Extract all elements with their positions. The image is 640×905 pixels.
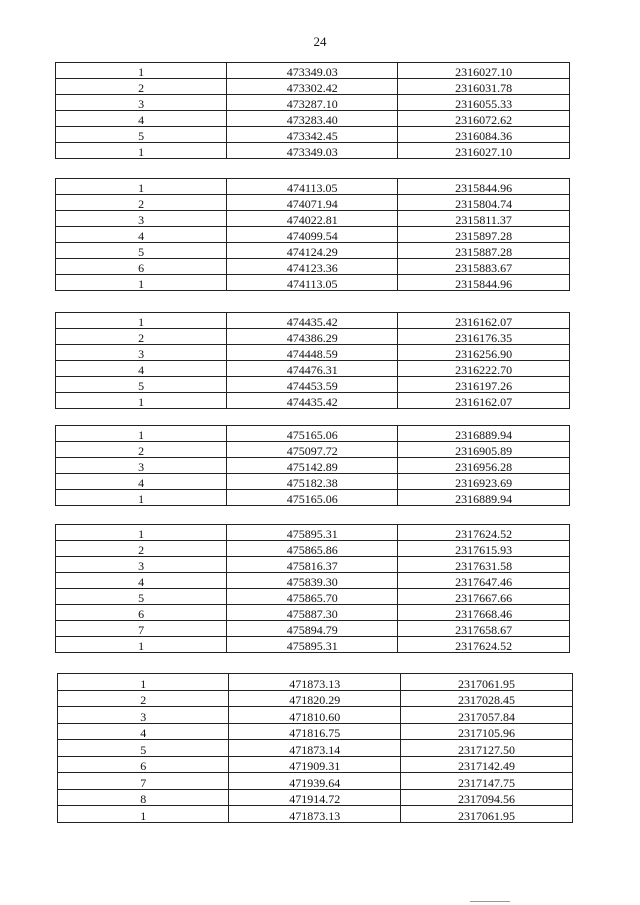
- table-row: [56, 127, 570, 143]
- table-row: [56, 377, 570, 393]
- coordinates-table-6: [57, 673, 573, 823]
- x-coordinate-cell: 471873.13: [229, 674, 400, 691]
- table-row: [58, 789, 573, 806]
- point-number-cell: 1: [56, 179, 227, 195]
- x-coordinate-cell: 473349.03: [227, 143, 398, 159]
- x-coordinate-cell: 474453.59: [227, 377, 398, 393]
- table-row: [56, 361, 570, 377]
- y-coordinate-cell: 2317658.67: [398, 621, 570, 637]
- point-number-cell: 1: [58, 806, 229, 823]
- x-coordinate-cell: 473349.03: [227, 63, 398, 79]
- point-number-cell: 7: [56, 621, 227, 637]
- x-coordinate-cell: 473302.42: [227, 79, 398, 95]
- x-coordinate-cell: 471909.31: [229, 756, 400, 773]
- table-row: [56, 490, 570, 506]
- y-coordinate-cell: 2316055.33: [398, 95, 570, 111]
- x-coordinate-cell: 475165.06: [227, 426, 398, 442]
- y-coordinate-cell: 2316031.78: [398, 79, 570, 95]
- x-coordinate-cell: 471810.60: [229, 707, 400, 724]
- x-coordinate-cell: 473287.10: [227, 95, 398, 111]
- table-row: [56, 227, 570, 243]
- point-number-cell: 3: [56, 345, 227, 361]
- coordinates-table-5: [55, 524, 570, 653]
- point-number-cell: 1: [56, 490, 227, 506]
- x-coordinate-cell: 475865.70: [227, 589, 398, 605]
- y-coordinate-cell: 2316197.26: [398, 377, 570, 393]
- table-row: [58, 740, 573, 757]
- table-row: [56, 345, 570, 361]
- y-coordinate-cell: 2315844.96: [398, 275, 570, 291]
- x-coordinate-cell: 474123.36: [227, 259, 398, 275]
- point-number-cell: 1: [56, 63, 227, 79]
- table-row: [56, 243, 570, 259]
- point-number-cell: 2: [56, 195, 227, 211]
- y-coordinate-cell: 2316889.94: [398, 490, 570, 506]
- x-coordinate-cell: 475182.38: [227, 474, 398, 490]
- y-coordinate-cell: 2316905.89: [398, 442, 570, 458]
- point-number-cell: 1: [56, 143, 227, 159]
- coordinates-table-3: [55, 312, 570, 409]
- point-number-cell: 1: [56, 275, 227, 291]
- y-coordinate-cell: 2317147.75: [400, 773, 572, 790]
- y-coordinate-cell: 2317667.66: [398, 589, 570, 605]
- table-row: [56, 259, 570, 275]
- y-coordinate-cell: 2317631.58: [398, 557, 570, 573]
- x-coordinate-cell: 473342.45: [227, 127, 398, 143]
- y-coordinate-cell: 2316162.07: [398, 393, 570, 409]
- point-number-cell: 7: [58, 773, 229, 790]
- point-number-cell: 4: [58, 723, 229, 740]
- y-coordinate-cell: 2315887.28: [398, 243, 570, 259]
- x-coordinate-cell: 474022.81: [227, 211, 398, 227]
- y-coordinate-cell: 2317028.45: [400, 690, 572, 707]
- point-number-cell: 3: [58, 707, 229, 724]
- x-coordinate-cell: 475894.79: [227, 621, 398, 637]
- y-coordinate-cell: 2316956.28: [398, 458, 570, 474]
- table-row: [58, 723, 573, 740]
- point-number-cell: 5: [56, 589, 227, 605]
- point-number-cell: 4: [56, 361, 227, 377]
- x-coordinate-cell: 475865.86: [227, 541, 398, 557]
- y-coordinate-cell: 2315883.67: [398, 259, 570, 275]
- page-number: 24: [313, 34, 327, 49]
- x-coordinate-cell: 475142.89: [227, 458, 398, 474]
- x-coordinate-cell: 475816.37: [227, 557, 398, 573]
- y-coordinate-cell: 2316256.90: [398, 345, 570, 361]
- y-coordinate-cell: 2317624.52: [398, 637, 570, 653]
- table-row: [56, 275, 570, 291]
- table-row: [56, 573, 570, 589]
- y-coordinate-cell: 2315804.74: [398, 195, 570, 211]
- point-number-cell: 1: [56, 393, 227, 409]
- y-coordinate-cell: 2315811.37: [398, 211, 570, 227]
- table-row: [58, 773, 573, 790]
- point-number-cell: 3: [56, 211, 227, 227]
- point-number-cell: 6: [56, 605, 227, 621]
- point-number-cell: 2: [56, 541, 227, 557]
- y-coordinate-cell: 2317615.93: [398, 541, 570, 557]
- x-coordinate-cell: 474124.29: [227, 243, 398, 259]
- y-coordinate-cell: 2317105.96: [400, 723, 572, 740]
- table-row: [56, 605, 570, 621]
- x-coordinate-cell: 471914.72: [229, 789, 400, 806]
- y-coordinate-cell: 2316084.36: [398, 127, 570, 143]
- x-coordinate-cell: 474448.59: [227, 345, 398, 361]
- x-coordinate-cell: 474435.42: [227, 313, 398, 329]
- y-coordinate-cell: 2316176.35: [398, 329, 570, 345]
- table-row: [58, 806, 573, 823]
- x-coordinate-cell: 474071.94: [227, 195, 398, 211]
- y-coordinate-cell: 2317624.52: [398, 525, 570, 541]
- point-number-cell: 1: [56, 637, 227, 653]
- table-row: [56, 313, 570, 329]
- point-number-cell: 6: [56, 259, 227, 275]
- table-row: [58, 674, 573, 691]
- x-coordinate-cell: 475895.31: [227, 525, 398, 541]
- y-coordinate-cell: 2317094.56: [400, 789, 572, 806]
- y-coordinate-cell: 2317057.84: [400, 707, 572, 724]
- point-number-cell: 3: [56, 95, 227, 111]
- table-row: [56, 442, 570, 458]
- table-row: [56, 195, 570, 211]
- table-row: [56, 393, 570, 409]
- coordinates-table-1: [55, 62, 570, 159]
- point-number-cell: 2: [58, 690, 229, 707]
- table-row: [58, 690, 573, 707]
- x-coordinate-cell: 475097.72: [227, 442, 398, 458]
- x-coordinate-cell: 473283.40: [227, 111, 398, 127]
- point-number-cell: 4: [56, 111, 227, 127]
- point-number-cell: 2: [56, 329, 227, 345]
- point-number-cell: 4: [56, 227, 227, 243]
- y-coordinate-cell: 2316027.10: [398, 143, 570, 159]
- table-row: [56, 95, 570, 111]
- y-coordinate-cell: 2316889.94: [398, 426, 570, 442]
- y-coordinate-cell: 2315897.28: [398, 227, 570, 243]
- y-coordinate-cell: 2317668.46: [398, 605, 570, 621]
- y-coordinate-cell: 2316222.70: [398, 361, 570, 377]
- table-row: [56, 63, 570, 79]
- coordinates-table-4: [55, 425, 570, 506]
- table-row: [56, 143, 570, 159]
- x-coordinate-cell: 474099.54: [227, 227, 398, 243]
- table-row: [56, 211, 570, 227]
- y-coordinate-cell: 2316923.69: [398, 474, 570, 490]
- point-number-cell: 3: [56, 458, 227, 474]
- y-coordinate-cell: 2317061.95: [400, 806, 572, 823]
- table-row: [58, 756, 573, 773]
- x-coordinate-cell: 471873.14: [229, 740, 400, 757]
- x-coordinate-cell: 471820.29: [229, 690, 400, 707]
- table-row: [56, 426, 570, 442]
- point-number-cell: 2: [56, 79, 227, 95]
- x-coordinate-cell: 475165.06: [227, 490, 398, 506]
- table-row: [56, 458, 570, 474]
- table-row: [56, 557, 570, 573]
- y-coordinate-cell: 2316072.62: [398, 111, 570, 127]
- point-number-cell: 1: [58, 674, 229, 691]
- table-row: [56, 541, 570, 557]
- x-coordinate-cell: 471873.13: [229, 806, 400, 823]
- table-row: [56, 621, 570, 637]
- footer-rule: [470, 901, 510, 902]
- x-coordinate-cell: 474113.05: [227, 275, 398, 291]
- point-number-cell: 5: [58, 740, 229, 757]
- x-coordinate-cell: 475895.31: [227, 637, 398, 653]
- point-number-cell: 1: [56, 313, 227, 329]
- point-number-cell: 8: [58, 789, 229, 806]
- y-coordinate-cell: 2317061.95: [400, 674, 572, 691]
- point-number-cell: 5: [56, 377, 227, 393]
- x-coordinate-cell: 475887.30: [227, 605, 398, 621]
- point-number-cell: 1: [56, 525, 227, 541]
- table-row: [56, 637, 570, 653]
- table-row: [56, 525, 570, 541]
- point-number-cell: 4: [56, 474, 227, 490]
- y-coordinate-cell: 2317127.50: [400, 740, 572, 757]
- point-number-cell: 3: [56, 557, 227, 573]
- table-row: [56, 589, 570, 605]
- point-number-cell: 6: [58, 756, 229, 773]
- x-coordinate-cell: 474476.31: [227, 361, 398, 377]
- table-row: [56, 79, 570, 95]
- table-row: [56, 329, 570, 345]
- y-coordinate-cell: 2317142.49: [400, 756, 572, 773]
- point-number-cell: 4: [56, 573, 227, 589]
- x-coordinate-cell: 474386.29: [227, 329, 398, 345]
- point-number-cell: 2: [56, 442, 227, 458]
- table-row: [56, 111, 570, 127]
- coordinates-table-2: [55, 178, 570, 291]
- y-coordinate-cell: 2316162.07: [398, 313, 570, 329]
- y-coordinate-cell: 2316027.10: [398, 63, 570, 79]
- table-row: [56, 474, 570, 490]
- point-number-cell: 1: [56, 426, 227, 442]
- x-coordinate-cell: 474435.42: [227, 393, 398, 409]
- point-number-cell: 5: [56, 127, 227, 143]
- x-coordinate-cell: 475839.30: [227, 573, 398, 589]
- table-row: [56, 179, 570, 195]
- x-coordinate-cell: 474113.05: [227, 179, 398, 195]
- y-coordinate-cell: 2317647.46: [398, 573, 570, 589]
- table-row: [58, 707, 573, 724]
- x-coordinate-cell: 471816.75: [229, 723, 400, 740]
- y-coordinate-cell: 2315844.96: [398, 179, 570, 195]
- x-coordinate-cell: 471939.64: [229, 773, 400, 790]
- point-number-cell: 5: [56, 243, 227, 259]
